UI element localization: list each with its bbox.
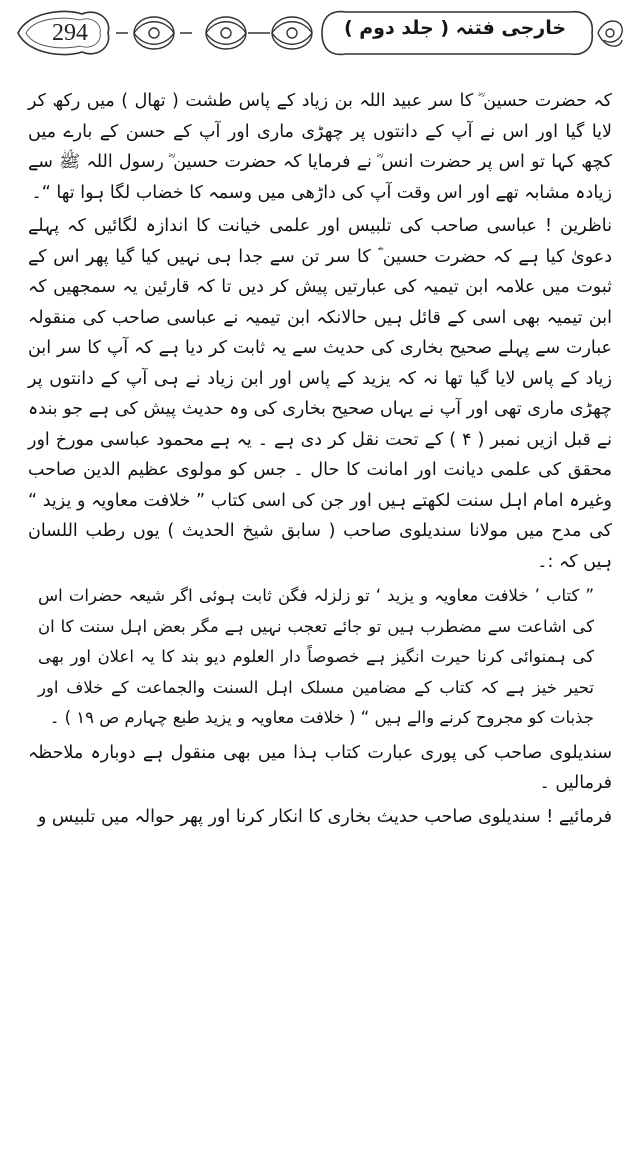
paragraph-reference: سندیلوی صاحب کی پوری عبارت کتاب ہذا میں بھی منقول ہے دوبارہ ملاحظہ فرمالیں ۔ <box>28 742 612 793</box>
paragraph-closing: فرمائیے ! سندیلوی صاحب حدیث بخاری کا انکار کرنا اور پھر حوالہ میں تلبیس و <box>37 806 612 827</box>
page-body <box>28 86 612 832</box>
paragraph-hadith-narration: کہ حضرت حسین ؓ کا سر عبید اللہ بن زیاد کے پاس طشت ( تھال ) میں رکھ کر لایا گیا اور اس نے آپ کے دانتوں پر چھڑی ماری اور آپ کے حسن کے بارے میں کچھ کہا تو اس پر حضرت انس ؓ نے فرمایا کہ حضرت حسین ؓ رسول اللہ ﷺ سے زیادہ مشابہ تھے اور اس وقت آپ کی داڑھی میں وسمہ کا خضاب لگا ہوا تھا “۔ <box>28 91 612 203</box>
block-quote <box>38 581 594 734</box>
paragraph-commentary: ناظرین ! عباسی صاحب کی تلبیس اور علمی خیانت کا اندازہ لگائیں کہ پہلے دعویٰ کیا ہے کہ حضرت حسین ؓ کا سر تن سے جدا ہی نہیں کیا گیا پھر اس کے ثبوت میں علامہ ابن تیمیہ کی عبارتیں پیش کر دیں تا کہ قارئین یہ سمجھیں کہ ابن تیمیہ بھی اسی کے قائل ہیں حالانکہ ابن تیمیہ نے عباسی صاحب کی منقولہ عبارت سے پہلے صحیح بخاری کی حدیث سے یہ ثابت کر دیا ہے کہ آپ کا سر ابن زیاد کے پاس لایا گیا تھا نہ کہ یزید کے پاس اور ابن زیاد نے ہی آپ کے دانتوں پر چھڑی ماری تھی اور آپ نے یہاں صحیح بخاری کی وہ حدیث پیش کی ہے جو بندہ نے قبل ازیں نمبر ( ۴ ) کے تحت نقل کر دی ہے ۔ یہ ہے محمود عباسی مورخ اور محقق کی علمی دیانت اور امانت کا حال ۔ جس کو مولوی عظیم الدین صاحب وغیرہ امام اہل سنت لکھتے ہیں اور جن کی اسی کتاب ” خلافت معاویہ و یزید “ کی مدح میں مولانا سندیلوی صاحب ( سابق شیخ الحدیث ) یوں رطب اللسان ہیں کہ :۔ <box>28 216 612 572</box>
page-number: 294 <box>52 20 88 46</box>
quoted-passage: ” کتاب ’ خلافت معاویہ و یزید ‘ تو زلزلہ فگن ثابت ہوئی اگر شیعہ حضرات اس کی اشاعت سے مضطرب ہیں تو جائے تعجب نہیں ہے مگر بعض اہل سنت کا ان کی ہمنوائی کرنا حیرت انگیز ہے خصوصاً دار العلوم دیو بند کا یہ اعلان اور بھی تحیر خیز ہے کہ کتاب کے مضامین مسلک اہل السنت والجماعت کے خلاف اور جذبات کو مجروح کرنے والے ہیں “ ( خلافت معاویہ و یزید طبع چہارم ص ۱۹ ) ۔ <box>38 586 594 727</box>
page-header <box>0 0 632 66</box>
running-title: خارجی فتنہ ( جلد دوم ) <box>343 17 567 39</box>
